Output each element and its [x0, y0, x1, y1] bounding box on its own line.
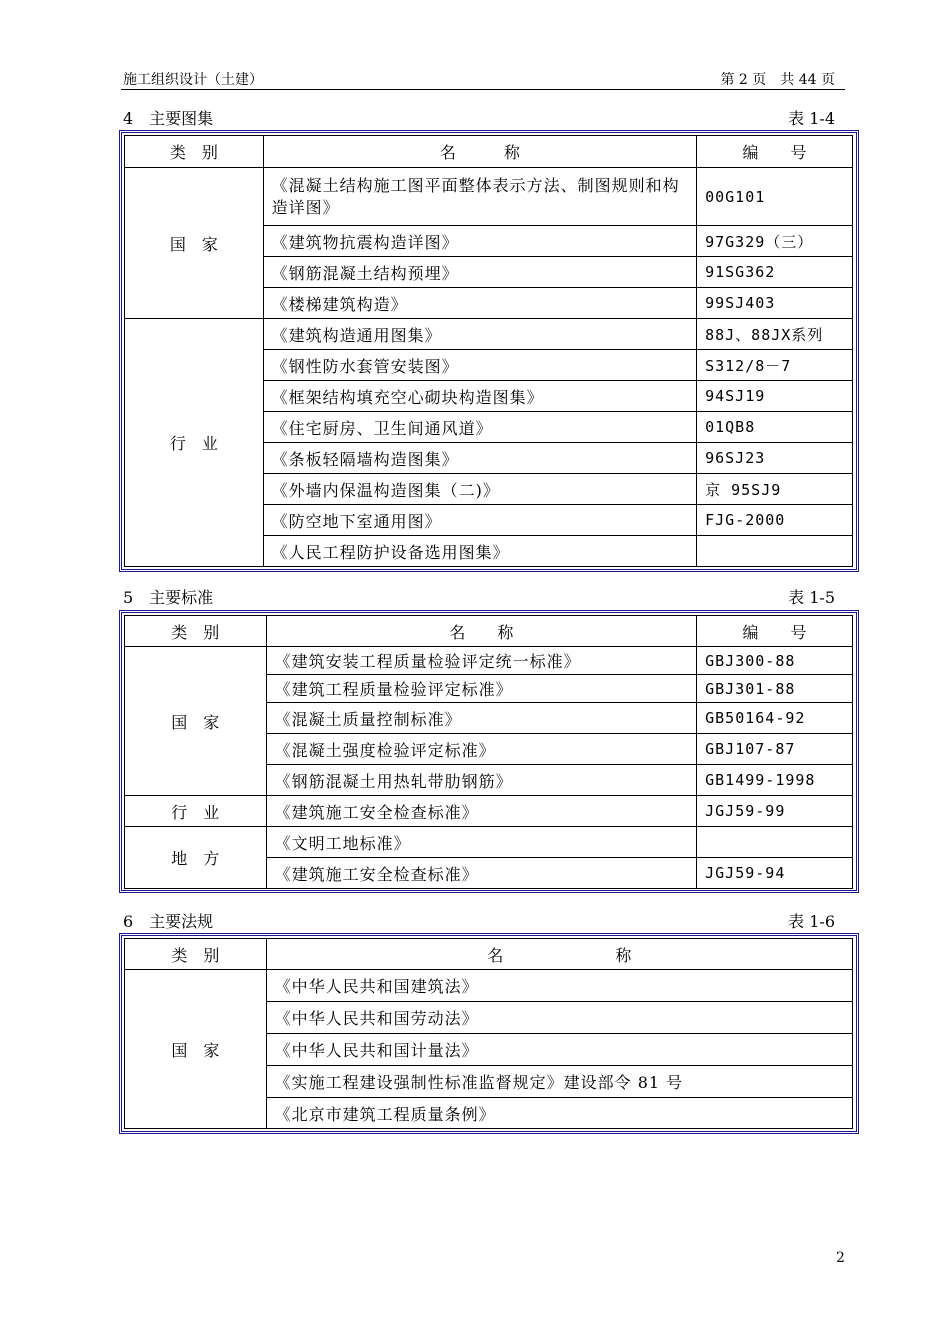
section-6-heading: [123, 909, 835, 931]
standards-table: [124, 615, 853, 889]
name-cell: 《中华人民共和国劳动法》: [266, 1002, 852, 1034]
header-code: 编 号: [697, 616, 853, 647]
table-row: [125, 168, 853, 226]
code-cell: 88J、88JX系列: [697, 319, 853, 350]
table-row: [125, 647, 853, 675]
name-cell: 《建筑工程质量检验评定标准》: [266, 675, 697, 703]
section-title: 6 主要法规: [123, 912, 214, 931]
name-cell: 《混凝土质量控制标准》: [266, 703, 697, 734]
name-cell: 《楼梯建筑构造》: [263, 288, 696, 319]
name-cell: 《钢筋混凝土结构预埋》: [263, 257, 696, 288]
name-cell: 《建筑施工安全检查标准》: [266, 796, 697, 827]
name-cell: 《条板轻隔墙构造图集》: [263, 443, 696, 474]
name-cell: 《钢筋混凝土用热轧带肋钢筋》: [266, 765, 697, 796]
table-header-row: [125, 939, 853, 970]
header-category: 类 别: [125, 616, 267, 647]
code-cell: GB1499-1998: [697, 765, 853, 796]
code-cell: S312/8－7: [697, 350, 853, 381]
header-category: 类 别: [125, 939, 267, 970]
code-cell: JGJ59-99: [697, 796, 853, 827]
name-cell: 《住宅厨房、卫生间通风道》: [263, 412, 696, 443]
name-cell: 《建筑安装工程质量检验评定统一标准》: [266, 647, 697, 675]
name-cell: 《混凝土结构施工图平面整体表示方法、制图规则和构造详图》: [263, 168, 696, 226]
code-cell: 96SJ23: [697, 443, 853, 474]
page-number: 2: [836, 1250, 845, 1266]
header-name: 名 称: [266, 616, 697, 647]
name-cell: 《中华人民共和国计量法》: [266, 1034, 852, 1066]
name-cell: 《北京市建筑工程质量条例》: [266, 1098, 852, 1129]
name-cell: 《建筑施工安全检查标准》: [266, 858, 697, 889]
header-category: 类 别: [125, 136, 264, 168]
name-cell: 《实施工程建设强制性标准监督规定》建设部令 81 号: [266, 1066, 852, 1098]
section-title: 4 主要图集: [123, 109, 214, 128]
category-cell: 行 业: [125, 796, 267, 827]
header-doc-title: 施工组织设计（土建）: [123, 72, 263, 88]
table-row: [125, 319, 853, 350]
code-cell: 99SJ403: [697, 288, 853, 319]
code-cell: [697, 827, 853, 858]
section-title: 5 主要标准: [123, 588, 214, 607]
table-number: 表 1-4: [788, 109, 835, 128]
table-header-row: [125, 616, 853, 647]
category-cell: 行 业: [125, 319, 264, 567]
code-cell: GBJ301-88: [697, 675, 853, 703]
table-row: [125, 796, 853, 827]
code-cell: GBJ300-88: [697, 647, 853, 675]
name-cell: 《混凝土强度检验评定标准》: [266, 734, 697, 765]
code-cell: JGJ59-94: [697, 858, 853, 889]
code-cell: 97G329（三）: [697, 226, 853, 257]
code-cell: 01QB8: [697, 412, 853, 443]
name-cell: 《中华人民共和国建筑法》: [266, 970, 852, 1002]
atlas-table: [124, 135, 853, 567]
table-row: [125, 970, 853, 1002]
category-cell: 国 家: [125, 970, 267, 1129]
section-4-heading: [123, 106, 835, 128]
code-cell: GBJ107-87: [697, 734, 853, 765]
name-cell: 《建筑物抗震构造详图》: [263, 226, 696, 257]
name-cell: 《外墙内保温构造图集（二)》: [263, 474, 696, 505]
category-cell: 国 家: [125, 168, 264, 319]
table-number: 表 1-5: [788, 588, 835, 607]
name-cell: 《文明工地标准》: [266, 827, 697, 858]
code-cell: GB50164-92: [697, 703, 853, 734]
name-cell: 《钢性防水套管安装图》: [263, 350, 696, 381]
page-header: [121, 64, 845, 90]
code-cell: 94SJ19: [697, 381, 853, 412]
code-cell: [697, 536, 853, 567]
name-cell: 《防空地下室通用图》: [263, 505, 696, 536]
regulations-table: [124, 938, 853, 1129]
code-cell: 91SG362: [697, 257, 853, 288]
name-cell: 《框架结构填充空心砌块构造图集》: [263, 381, 696, 412]
table-row: [125, 827, 853, 858]
header-page-info: 第 2 页 共 44 页: [720, 72, 835, 88]
header-name: 名 称: [263, 136, 696, 168]
section-5-heading: [123, 585, 835, 607]
header-name: 名 称: [266, 939, 852, 970]
name-cell: 《人民工程防护设备选用图集》: [263, 536, 696, 567]
category-cell: 国 家: [125, 647, 267, 796]
category-cell: 地 方: [125, 827, 267, 889]
code-cell: FJG-2000: [697, 505, 853, 536]
table-number: 表 1-6: [788, 912, 835, 931]
table-header-row: [125, 136, 853, 168]
header-code: 编 号: [697, 136, 853, 168]
name-cell: 《建筑构造通用图集》: [263, 319, 696, 350]
code-cell: 00G101: [697, 168, 853, 226]
code-cell: 京 95SJ9: [697, 474, 853, 505]
